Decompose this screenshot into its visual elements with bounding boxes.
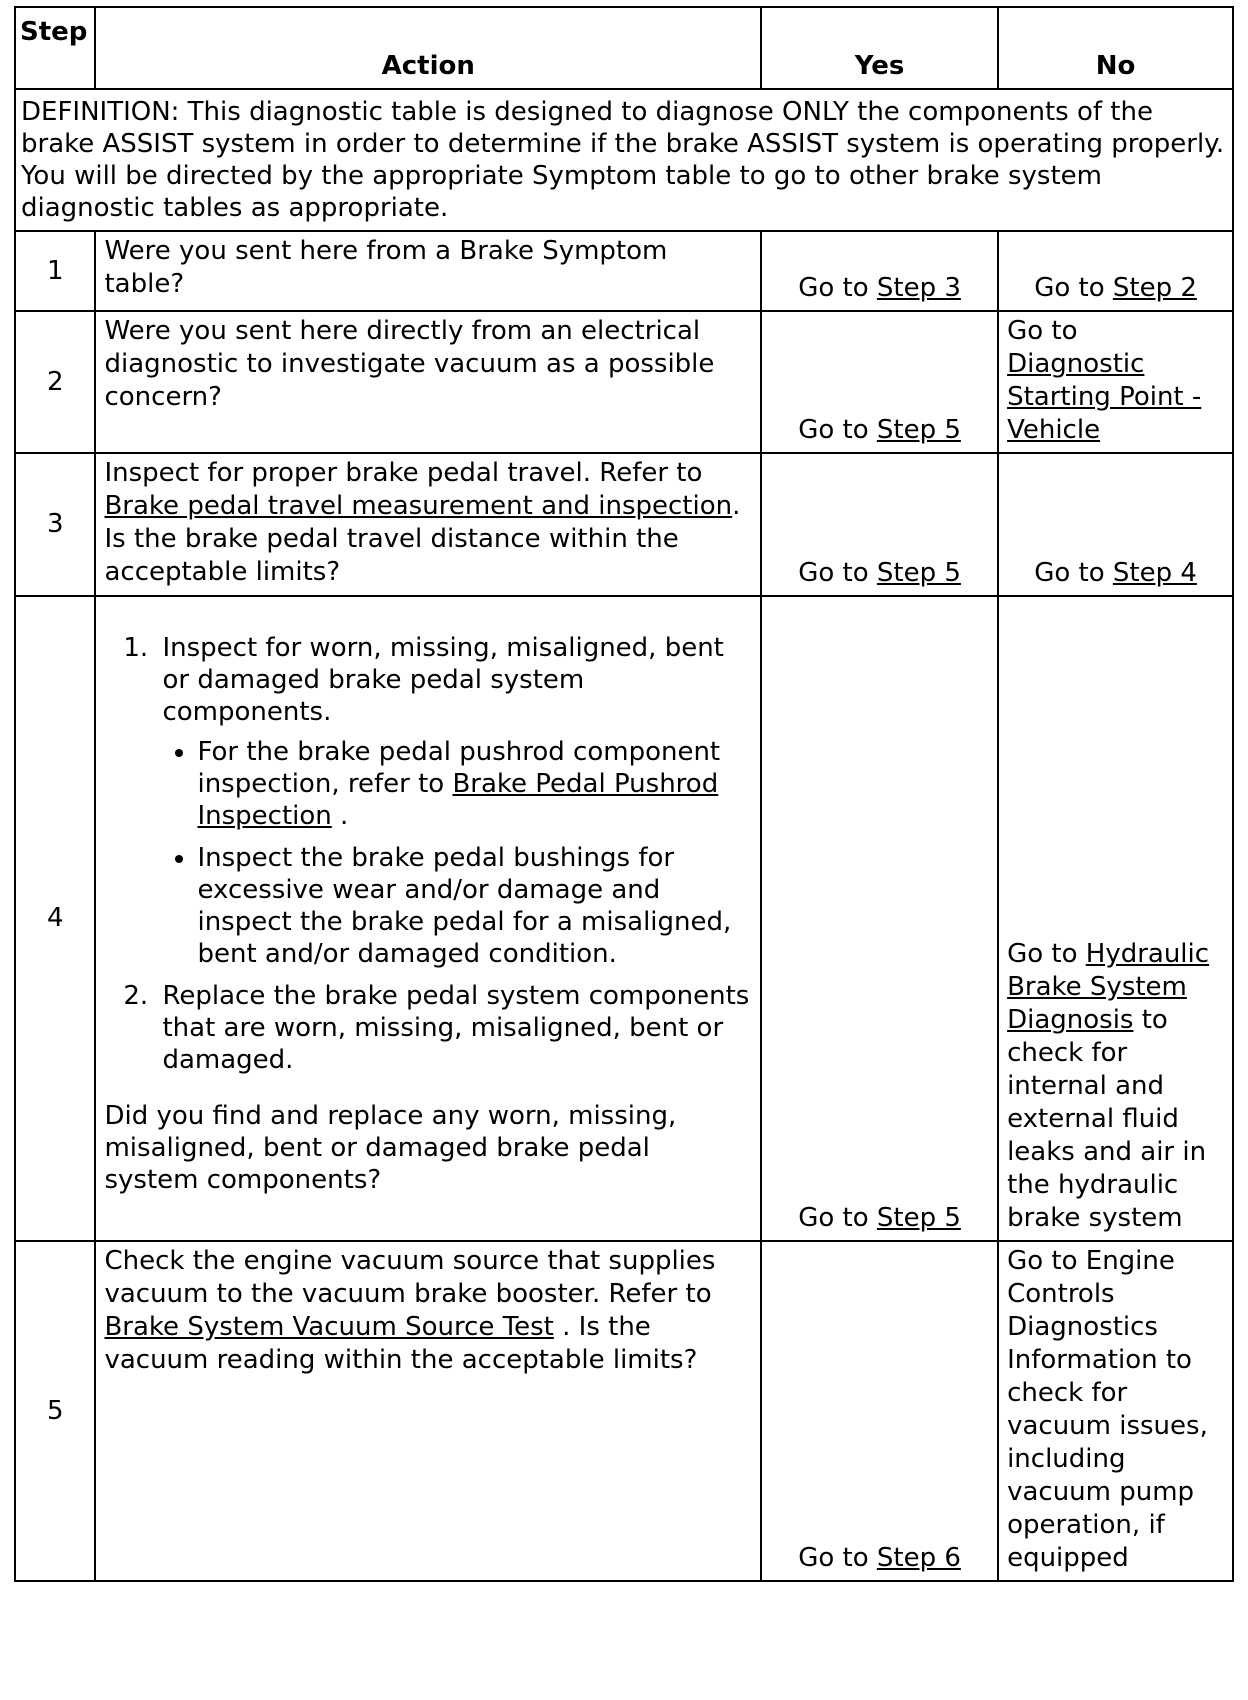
yes-cell — [761, 1241, 998, 1581]
yes-cell — [761, 596, 998, 1241]
yes-cell — [761, 311, 998, 453]
procedure-step-2: Replace the brake pedal system components that are worn, missing, misaligned, bent or damaged. — [162, 981, 750, 1075]
go-to-label: Go to — [798, 1543, 869, 1573]
header-step: Step — [15, 7, 95, 89]
table-row — [15, 596, 1233, 1241]
list-item — [197, 736, 752, 832]
go-to-label: Go to — [1034, 558, 1105, 588]
yes-link[interactable]: Step 5 — [876, 1203, 961, 1233]
no-link[interactable]: Hydraulic Brake System Diagnosis — [1007, 939, 1210, 1035]
list-item — [197, 842, 752, 970]
go-to-label: Go to — [1007, 939, 1078, 969]
yes-link[interactable]: Step 5 — [876, 558, 961, 588]
header-no: No — [998, 7, 1233, 89]
yes-link[interactable]: Step 6 — [876, 1543, 961, 1573]
procedure-list — [104, 632, 752, 1076]
definition-text: DEFINITION: This diagnostic table is designed to diagnose ONLY the components of the brake ASSIST system in order to determine if the brake ASSIST system is operating properly. You will be directed by the appropriate Symptom table to go to other brake system diagnostic tables as appropriate. — [15, 89, 1233, 231]
go-to-label: Go to — [1034, 273, 1105, 303]
action-cell — [95, 453, 761, 596]
table-row — [15, 311, 1233, 453]
header-action: Action — [95, 7, 761, 89]
yes-cell — [761, 453, 998, 596]
step-number: 5 — [15, 1241, 95, 1581]
go-to-label: Go to — [798, 415, 869, 445]
go-to-label: Go to — [1007, 316, 1078, 346]
step-number: 4 — [15, 596, 95, 1241]
action-text: . Is the brake pedal travel distance within the acceptable limits? — [104, 491, 741, 587]
table-row — [15, 1241, 1233, 1581]
list-item — [156, 980, 752, 1076]
no-link[interactable]: Step 2 — [1112, 273, 1197, 303]
pushrod-inspection-link[interactable]: Brake Pedal Pushrod Inspection — [197, 769, 719, 831]
step-number: 1 — [15, 231, 95, 311]
header-yes: Yes — [761, 7, 998, 89]
step-number: 3 — [15, 453, 95, 596]
action-text: Were you sent here directly from an electrical diagnostic to investigate vacuum as a possible concern? — [95, 311, 761, 453]
action-text: Check the engine vacuum source that supplies vacuum to the vacuum brake booster. Refer to — [104, 1246, 716, 1309]
action-cell — [95, 1241, 761, 1581]
no-cell — [998, 1241, 1233, 1581]
diagnostic-table — [14, 6, 1234, 1582]
action-text: . Is the vacuum reading within the acceptable limits? — [104, 1312, 698, 1375]
definition-row — [15, 89, 1233, 231]
step-number: 2 — [15, 311, 95, 453]
no-link[interactable]: Step 4 — [1112, 558, 1197, 588]
question-text: Did you find and replace any worn, missing, misaligned, bent or damaged brake pedal system components? — [104, 1101, 677, 1195]
yes-link[interactable]: Step 3 — [876, 273, 961, 303]
action-text: Inspect for proper brake pedal travel. Refer to — [104, 458, 703, 488]
no-text: Go to Engine Controls Diagnostics Information to check for vacuum issues, including vacuum pump operation, if equipped — [1007, 1246, 1208, 1573]
no-cell — [998, 453, 1233, 596]
go-to-label: Go to — [798, 1203, 869, 1233]
action-link[interactable]: Brake pedal travel measurement and inspection — [104, 491, 733, 521]
table-row — [15, 231, 1233, 311]
bullet-text: For the brake pedal pushrod component inspection, refer to — [197, 737, 721, 799]
no-cell — [998, 231, 1233, 311]
header-row — [15, 7, 1233, 89]
sub-list — [162, 736, 752, 970]
yes-link[interactable]: Step 5 — [876, 415, 961, 445]
go-to-label: Go to — [798, 558, 869, 588]
no-text: to check for internal and external fluid leaks and air in the hydraulic brake system — [1007, 1005, 1207, 1233]
list-item — [156, 632, 752, 970]
no-link[interactable]: Diagnostic Starting Point - Vehicle — [1007, 349, 1202, 445]
yes-cell — [761, 231, 998, 311]
action-cell — [95, 596, 761, 1241]
bullet-text: . — [340, 801, 349, 831]
go-to-label: Go to — [798, 273, 869, 303]
bullet-text: Inspect the brake pedal bushings for excessive wear and/or damage and inspect the brake pedal for a misaligned, bent and/or damaged condition. — [197, 843, 732, 969]
no-cell — [998, 311, 1233, 453]
no-cell — [998, 596, 1233, 1241]
table-row — [15, 453, 1233, 596]
action-text: Were you sent here from a Brake Symptom table? — [95, 231, 761, 311]
action-link[interactable]: Brake System Vacuum Source Test — [104, 1312, 554, 1342]
procedure-step-1: Inspect for worn, missing, misaligned, bent or damaged brake pedal system components. — [162, 633, 724, 727]
